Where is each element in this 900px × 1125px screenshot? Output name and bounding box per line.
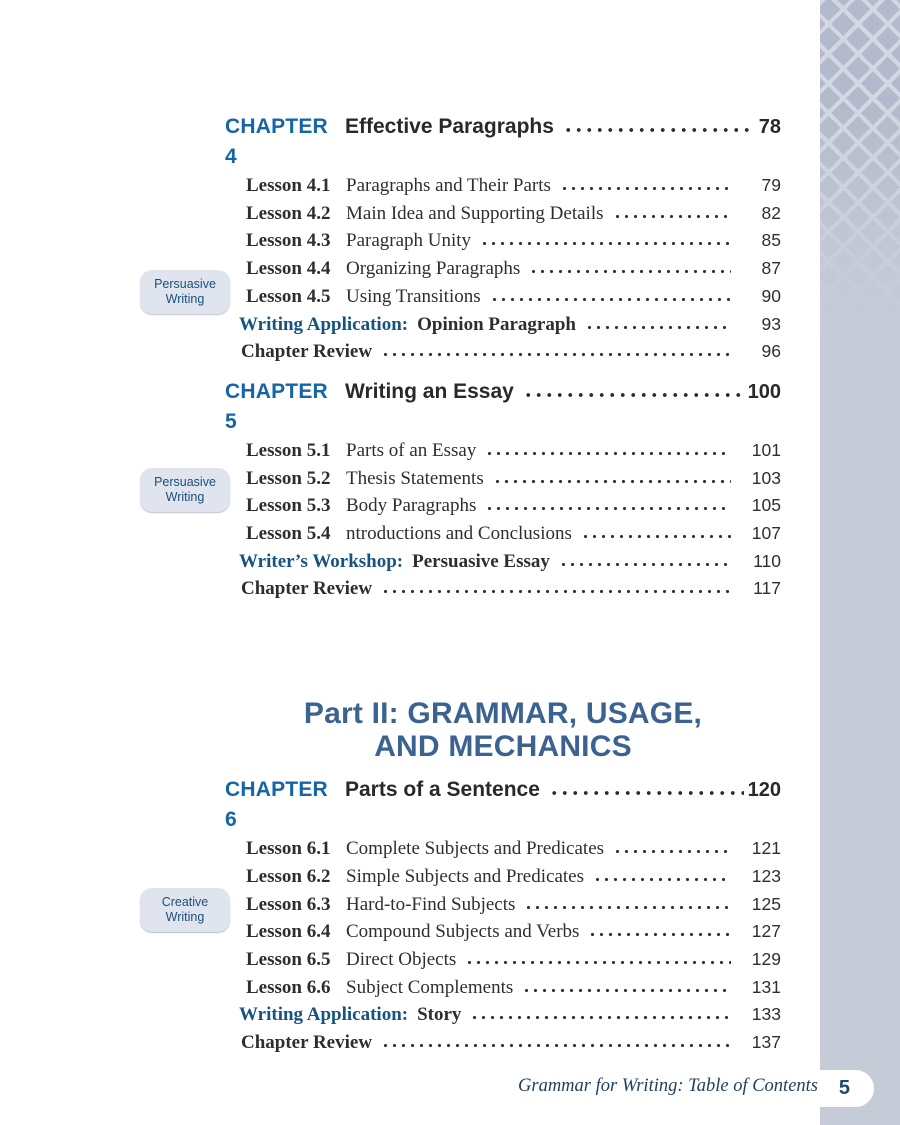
badge-label-line: Writing: [165, 292, 205, 306]
badge-label-line: Writing: [165, 490, 205, 504]
lesson-label: Lesson 4.3: [246, 230, 331, 252]
dot-leader: [558, 186, 731, 191]
toc-row: [225, 492, 781, 520]
badge-label-line: Persuasive: [154, 475, 216, 489]
toc-row: [225, 255, 781, 283]
toc-row: [225, 891, 781, 919]
toc-row: [225, 974, 781, 1002]
toc-row-writers-workshop: [225, 548, 781, 576]
lesson-title: Hard-to-Find Subjects: [346, 893, 516, 915]
badge-label-line: Creative: [161, 895, 209, 909]
page-number: 129: [751, 948, 781, 969]
page-number: 103: [751, 467, 781, 488]
lesson-title: Using Transitions: [346, 285, 481, 307]
chapter-title: Writing an Essay: [345, 379, 514, 403]
feature-label: Writing Application:: [239, 1004, 409, 1026]
toc-row: [225, 200, 781, 228]
lesson-label: Lesson 6.5: [246, 948, 331, 970]
dot-leader: [468, 1015, 731, 1020]
badge-label-line: Writing: [165, 910, 205, 924]
dot-leader: [488, 297, 731, 302]
dot-leader: [521, 392, 744, 398]
page-number: 93: [761, 313, 781, 334]
part-heading-line1: Part II: GRAMMAR, USAGE,: [303, 697, 703, 731]
page-number: 79: [761, 175, 781, 195]
toc-row-chapter-review: [225, 1029, 781, 1057]
toc-row-writing-application: [225, 311, 781, 339]
page-number: 82: [761, 202, 781, 223]
toc-row: [225, 863, 781, 891]
dot-leader: [611, 849, 731, 854]
chapter-4-section: [225, 112, 781, 366]
review-label: Chapter Review: [241, 1032, 373, 1054]
lesson-label: Lesson 4.2: [246, 202, 331, 224]
dot-leader: [478, 241, 731, 246]
footer-caption: Grammar for Writing: Table of Contents: [518, 1076, 818, 1096]
dot-leader: [522, 905, 731, 910]
lesson-label: Lesson 6.3: [246, 893, 331, 915]
lesson-label: Lesson 4.1: [246, 175, 331, 196]
dot-leader: [557, 562, 731, 567]
lesson-title: Body Paragraphs: [346, 495, 477, 517]
page-number: 85: [761, 230, 781, 251]
page-number: 133: [751, 1004, 781, 1025]
dot-leader: [483, 506, 731, 511]
dot-leader: [527, 269, 731, 274]
lesson-title: Compound Subjects and Verbs: [346, 921, 580, 943]
page-number: 123: [751, 865, 781, 886]
toc-row: [225, 520, 781, 548]
lesson-title: Subject Complements: [346, 976, 514, 998]
lesson-label: Lesson 6.2: [246, 865, 331, 887]
toc-row: [225, 918, 781, 946]
dot-leader: [379, 589, 731, 594]
chapter-5-section: [225, 377, 781, 603]
dot-leader: [583, 325, 731, 330]
toc-row-chapter-review: [225, 338, 781, 366]
chapter-heading-row: [225, 377, 781, 437]
page-number: 131: [751, 976, 781, 997]
feature-title: Story: [417, 1004, 462, 1026]
page-number: 117: [753, 578, 781, 599]
chapter-6-section: [225, 775, 781, 1057]
lesson-label: Lesson 6.6: [246, 976, 331, 998]
chapter-title: Parts of a Sentence: [345, 778, 540, 802]
lesson-label: Lesson 5.1: [246, 439, 331, 461]
dot-leader: [379, 1043, 731, 1048]
lesson-label: Lesson 5.4: [246, 523, 331, 545]
review-label: Chapter Review: [241, 341, 373, 363]
dot-leader: [379, 352, 731, 357]
page-number: 121: [751, 838, 781, 859]
lesson-title: Thesis Statements: [346, 467, 484, 489]
dot-leader: [483, 451, 731, 456]
page-number: 110: [753, 550, 781, 571]
dot-leader: [547, 790, 744, 796]
page-number: 105: [751, 495, 781, 516]
lesson-title: Complete Subjects and Predicates: [346, 838, 605, 860]
dot-leader: [591, 877, 731, 882]
chapter-label: CHAPTER 5: [225, 379, 328, 433]
lesson-title: Main Idea and Supporting Details: [346, 202, 604, 224]
diamond-pattern: [820, 0, 900, 345]
feature-label: Writing Application:: [239, 313, 409, 335]
feature-title: Persuasive Essay: [412, 550, 550, 572]
feature-label: Writer’s Workshop:: [239, 550, 404, 572]
toc-row: [225, 946, 781, 974]
lesson-title: Paragraph Unity: [346, 230, 472, 252]
feature-title: Opinion Paragraph: [417, 313, 576, 335]
margin-badge-creative-writing: [140, 888, 230, 932]
page-number: 125: [751, 893, 781, 914]
toc-row: [225, 437, 781, 465]
lesson-label: Lesson 6.1: [246, 838, 331, 860]
lesson-label: Lesson 4.5: [246, 285, 331, 307]
lesson-title: Simple Subjects and Predicates: [346, 865, 584, 887]
lesson-label: Lesson 5.3: [246, 495, 331, 517]
toc-row: [225, 465, 781, 493]
chapter-heading-row: [225, 112, 781, 172]
diamond-pattern-fade: [820, 0, 900, 345]
page-number-value: 5: [838, 1077, 850, 1099]
dot-leader: [520, 988, 731, 993]
chapter-label: CHAPTER 6: [225, 778, 328, 832]
dot-leader: [611, 214, 731, 219]
page-number: 101: [751, 439, 781, 460]
chapter-page-number: 100: [747, 380, 781, 403]
margin-badge-persuasive-writing: [140, 468, 230, 512]
toc-row: [225, 172, 781, 200]
toc-row: [225, 283, 781, 311]
toc-row: [225, 835, 781, 863]
dot-leader: [579, 534, 731, 539]
toc-row-chapter-review: [225, 575, 781, 603]
review-label: Chapter Review: [241, 578, 373, 600]
dot-leader: [491, 479, 731, 484]
lesson-title: Direct Objects: [346, 948, 457, 970]
lesson-label: Lesson 4.4: [246, 258, 331, 280]
chapter-label: CHAPTER 4: [225, 115, 328, 168]
margin-badge-persuasive-writing: [140, 270, 230, 314]
page-number: 107: [751, 523, 781, 544]
page-number: 87: [761, 258, 781, 279]
lesson-title: Organizing Paragraphs: [346, 258, 521, 280]
chapter-page-number: 78: [758, 116, 781, 138]
toc-row: [225, 227, 781, 255]
dot-leader: [586, 932, 731, 937]
table-of-contents: [225, 112, 781, 1057]
part-heading-line2: AND MECHANICS: [374, 730, 632, 764]
lesson-label: Lesson 5.2: [246, 467, 331, 489]
chapter-title: Effective Paragraphs: [345, 115, 554, 138]
chapter-heading-row: [225, 775, 781, 835]
lesson-label: Lesson 6.4: [246, 921, 331, 943]
lesson-title: ntroductions and Conclusions: [346, 523, 572, 545]
part-heading: [225, 697, 781, 763]
page-number: 127: [751, 921, 781, 942]
page-number: 90: [761, 285, 781, 306]
dot-leader: [561, 127, 755, 133]
badge-label-line: Persuasive: [154, 277, 216, 291]
page-number: 137: [751, 1032, 781, 1053]
toc-row-writing-application: [225, 1001, 781, 1029]
page-number: 96: [761, 341, 781, 362]
chapter-page-number: 120: [747, 779, 781, 802]
lesson-title: Paragraphs and Their Parts: [346, 175, 551, 196]
lesson-title: Parts of an Essay: [346, 439, 477, 461]
dot-leader: [463, 960, 731, 965]
